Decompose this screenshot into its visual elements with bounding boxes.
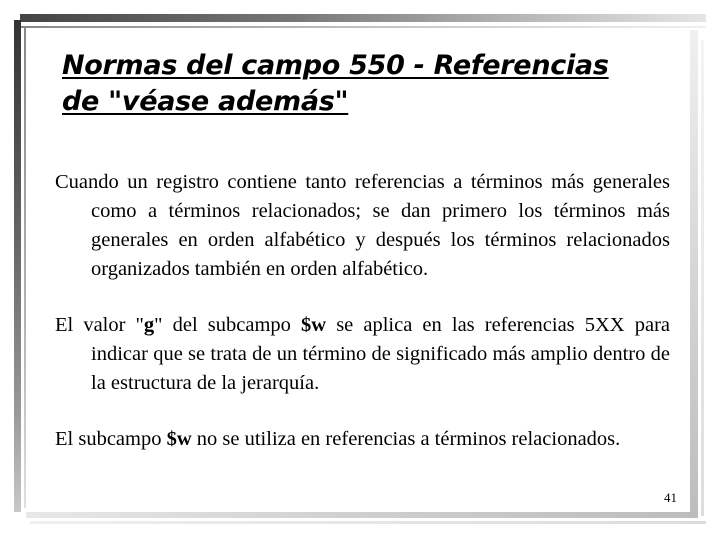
paragraph-2-text-1: El valor " <box>55 314 144 336</box>
slide-body <box>55 168 670 481</box>
paragraph-3-text-1: El subcampo <box>55 428 167 450</box>
frame-right-bar <box>690 30 698 514</box>
paragraph-value-g <box>55 311 670 398</box>
frame-top-bar <box>20 14 706 22</box>
code-subfield-w: $w <box>301 314 327 336</box>
page-number: 41 <box>664 490 677 505</box>
code-value-g: g <box>143 314 155 336</box>
slide-title-line-2: de "véase además" <box>62 86 349 117</box>
paragraph-subfield-w-not-used <box>55 425 670 454</box>
paragraph-2-text-3: se aplica en las referencias 5XX para indicar que se trata de un término de significado más amplio dentro de la estructura de la jerarquía. <box>91 314 670 394</box>
paragraph-order-of-references: Cuando un registro contiene tanto referencias a términos más generales como a términos relacionados; se dan primero los términos más generales en orden alfabético y después los términos relacionados organizados también en orden alfabético. <box>55 171 670 280</box>
frame-bottom-bar <box>26 512 698 518</box>
code-subfield-w-2: $w <box>166 428 192 450</box>
frame-left-bar <box>14 20 21 512</box>
frame-left-line <box>24 28 26 508</box>
frame-bottom-line <box>30 521 706 524</box>
slide-title-line-1: Normas del campo 550 - Referencias <box>62 50 609 81</box>
paragraph-3-text-2: no se utiliza en referencias a términos relacionados. <box>191 428 621 450</box>
frame-right-line <box>701 40 704 516</box>
frame-top-line <box>20 26 706 28</box>
paragraph-2-text-2: " del subcampo <box>154 314 302 336</box>
slide-title <box>62 48 672 120</box>
